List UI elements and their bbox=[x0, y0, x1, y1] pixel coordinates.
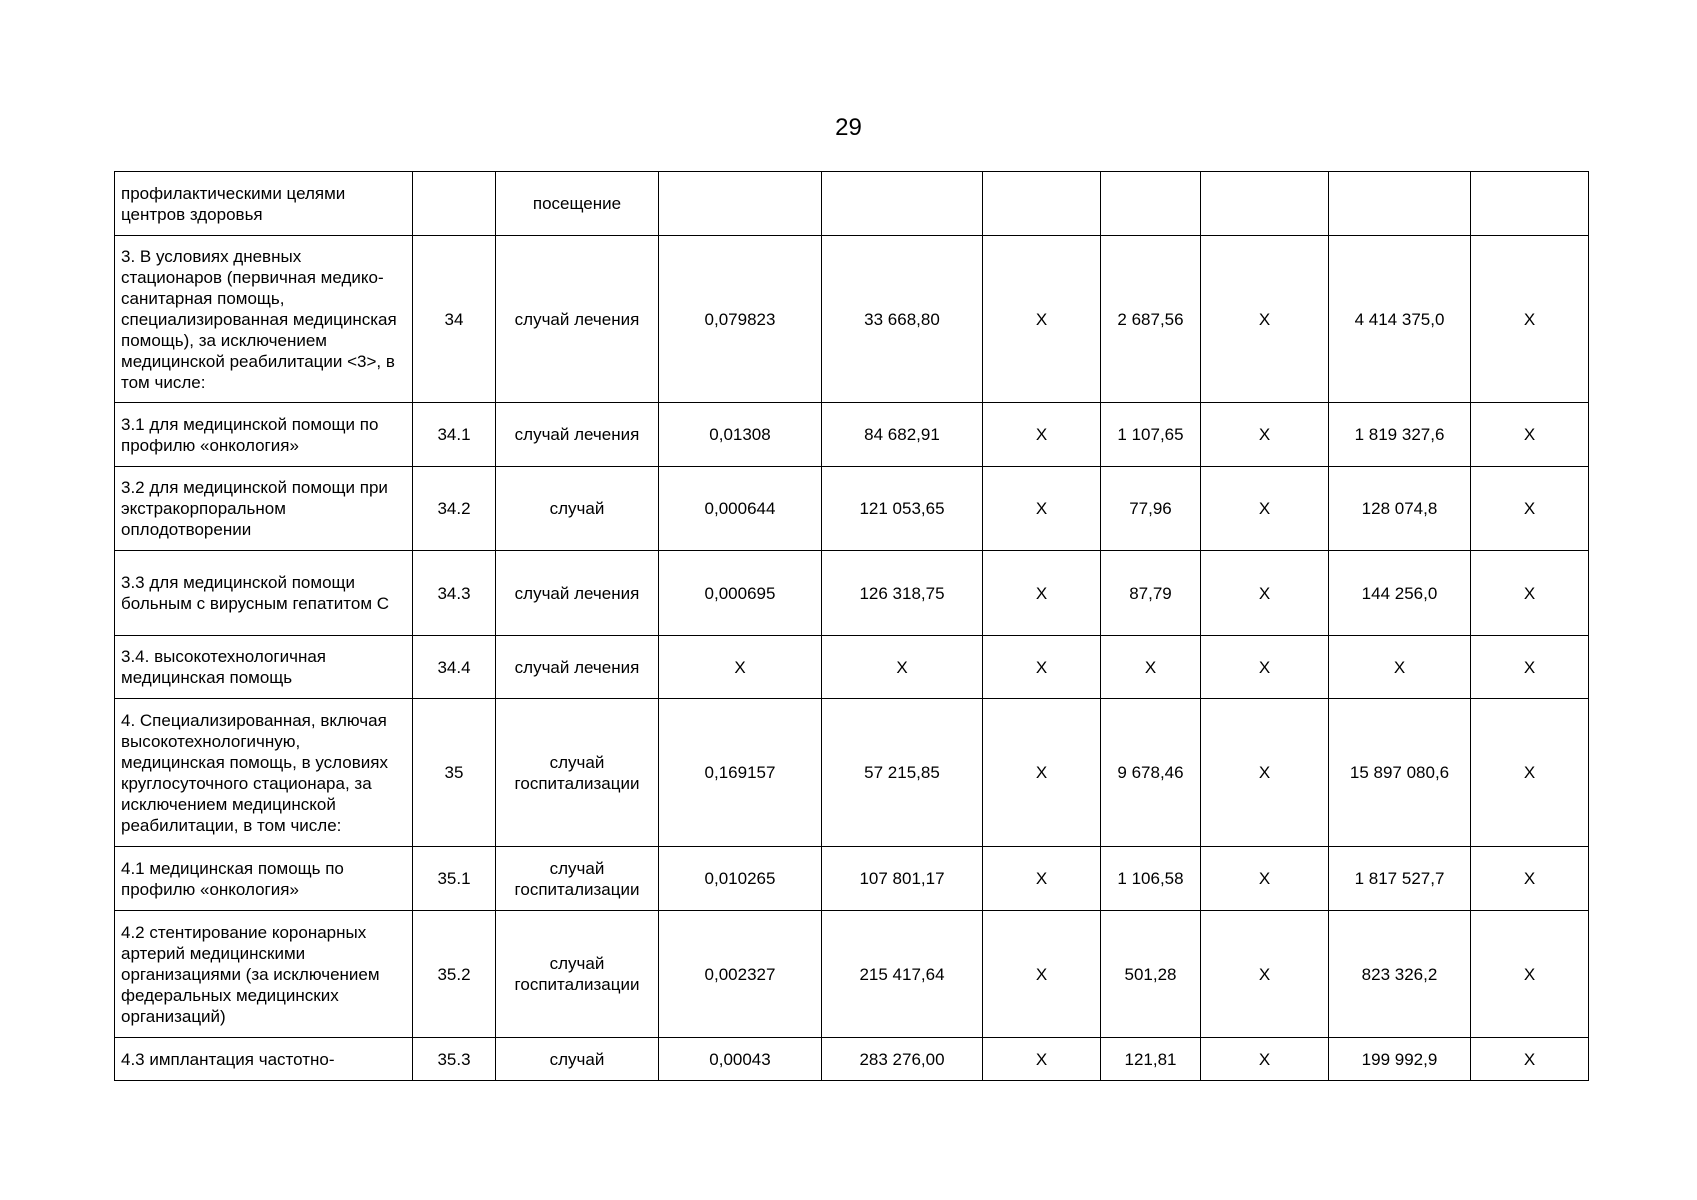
table-cell bbox=[1471, 172, 1589, 236]
table-row bbox=[115, 403, 1589, 467]
row-label: 4.3 имплантация частотно- bbox=[115, 1038, 413, 1081]
table-cell: X bbox=[1201, 699, 1329, 847]
table-cell: 0,010265 bbox=[659, 847, 822, 911]
table-cell: X bbox=[983, 403, 1101, 467]
table-cell: X bbox=[1471, 847, 1589, 911]
table-cell: X bbox=[1201, 236, 1329, 403]
table-cell: X bbox=[1471, 236, 1589, 403]
unit-cell: случай госпитализации bbox=[496, 911, 659, 1038]
row-label: 4.2 стентирование коронарных артерий медицинскими организациями (за исключением федеральных медицинских организаций) bbox=[115, 911, 413, 1038]
table-cell bbox=[822, 172, 983, 236]
table-cell: X bbox=[1201, 847, 1329, 911]
table-cell: 77,96 bbox=[1101, 467, 1201, 551]
table-row bbox=[115, 172, 1589, 236]
table-cell: 121 053,65 bbox=[822, 467, 983, 551]
table-cell: X bbox=[1201, 467, 1329, 551]
table-cell: 4 414 375,0 bbox=[1329, 236, 1471, 403]
table-cell: X bbox=[1471, 1038, 1589, 1081]
table-cell bbox=[659, 172, 822, 236]
table-cell: 9 678,46 bbox=[1101, 699, 1201, 847]
table-body bbox=[115, 172, 1589, 1081]
page-number: 29 bbox=[835, 114, 862, 141]
table-cell bbox=[1329, 172, 1471, 236]
table-cell: 1 819 327,6 bbox=[1329, 403, 1471, 467]
table-cell: X bbox=[983, 1038, 1101, 1081]
table-cell: 126 318,75 bbox=[822, 551, 983, 636]
table-cell: X bbox=[1471, 551, 1589, 636]
row-code: 34.2 bbox=[413, 467, 496, 551]
table-cell: 0,000644 bbox=[659, 467, 822, 551]
row-code: 34 bbox=[413, 236, 496, 403]
row-code: 35.2 bbox=[413, 911, 496, 1038]
table-cell: 107 801,17 bbox=[822, 847, 983, 911]
row-code: 35.3 bbox=[413, 1038, 496, 1081]
table-row bbox=[115, 236, 1589, 403]
table-cell: 1 817 527,7 bbox=[1329, 847, 1471, 911]
table-cell: 823 326,2 bbox=[1329, 911, 1471, 1038]
table-cell: 0,01308 bbox=[659, 403, 822, 467]
unit-cell: случай bbox=[496, 467, 659, 551]
table-cell: X bbox=[1471, 467, 1589, 551]
table-cell: X bbox=[1329, 636, 1471, 699]
table-cell: 0,169157 bbox=[659, 699, 822, 847]
unit-cell: случай госпитализации bbox=[496, 699, 659, 847]
row-label: 3. В условиях дневных стационаров (первичная медико-санитарная помощь, специализированная медицинская помощь), за исключением медицинской реабилитации <3>, в том числе: bbox=[115, 236, 413, 403]
table-cell: 2 687,56 bbox=[1101, 236, 1201, 403]
row-label: 3.1 для медицинской помощи по профилю «онкология» bbox=[115, 403, 413, 467]
table-row bbox=[115, 467, 1589, 551]
table-cell bbox=[1201, 172, 1329, 236]
table-cell: 0,00043 bbox=[659, 1038, 822, 1081]
table-cell: X bbox=[983, 847, 1101, 911]
table-cell: 199 992,9 bbox=[1329, 1038, 1471, 1081]
table-cell bbox=[1101, 172, 1201, 236]
table-cell: 0,002327 bbox=[659, 911, 822, 1038]
table-cell: 84 682,91 bbox=[822, 403, 983, 467]
row-code: 35 bbox=[413, 699, 496, 847]
table-cell: X bbox=[822, 636, 983, 699]
table-cell: 33 668,80 bbox=[822, 236, 983, 403]
table-cell: 144 256,0 bbox=[1329, 551, 1471, 636]
table-cell: X bbox=[983, 699, 1101, 847]
table-cell: X bbox=[1201, 551, 1329, 636]
table-cell: 215 417,64 bbox=[822, 911, 983, 1038]
table-cell: X bbox=[1201, 1038, 1329, 1081]
table-cell: 501,28 bbox=[1101, 911, 1201, 1038]
row-label: 3.3 для медицинской помощи больным с вирусным гепатитом С bbox=[115, 551, 413, 636]
table-cell: X bbox=[983, 911, 1101, 1038]
table-row bbox=[115, 1038, 1589, 1081]
table-cell: 0,079823 bbox=[659, 236, 822, 403]
row-code: 34.1 bbox=[413, 403, 496, 467]
row-label: 4.1 медицинская помощь по профилю «онкология» bbox=[115, 847, 413, 911]
row-code bbox=[413, 172, 496, 236]
table-cell: X bbox=[1471, 636, 1589, 699]
table-cell: X bbox=[1471, 911, 1589, 1038]
table-cell: X bbox=[983, 551, 1101, 636]
table-cell: 283 276,00 bbox=[822, 1038, 983, 1081]
unit-cell: случай лечения bbox=[496, 236, 659, 403]
table-cell: 0,000695 bbox=[659, 551, 822, 636]
row-code: 34.3 bbox=[413, 551, 496, 636]
data-table bbox=[114, 171, 1589, 1081]
unit-cell: случай лечения bbox=[496, 636, 659, 699]
table-cell: 1 107,65 bbox=[1101, 403, 1201, 467]
row-code: 34.4 bbox=[413, 636, 496, 699]
row-label: профилактическими целями центров здоровья bbox=[115, 172, 413, 236]
table-cell: X bbox=[1101, 636, 1201, 699]
table-cell: X bbox=[1201, 403, 1329, 467]
row-label: 3.2 для медицинской помощи при экстракорпоральном оплодотворении bbox=[115, 467, 413, 551]
table-row bbox=[115, 551, 1589, 636]
unit-cell: случай госпитализации bbox=[496, 847, 659, 911]
table-cell: 1 106,58 bbox=[1101, 847, 1201, 911]
table-cell: X bbox=[1471, 403, 1589, 467]
table-cell: X bbox=[983, 636, 1101, 699]
table-cell: X bbox=[659, 636, 822, 699]
table-row bbox=[115, 699, 1589, 847]
table-cell: 128 074,8 bbox=[1329, 467, 1471, 551]
table-cell: X bbox=[1201, 911, 1329, 1038]
table-cell: X bbox=[1201, 636, 1329, 699]
table-cell: X bbox=[1471, 699, 1589, 847]
table-cell: 121,81 bbox=[1101, 1038, 1201, 1081]
table-cell: 87,79 bbox=[1101, 551, 1201, 636]
unit-cell: посещение bbox=[496, 172, 659, 236]
row-label: 4. Специализированная, включая высокотехнологичную, медицинская помощь, в условиях круглосуточного стационара, за исключением медицинской реабилитации, в том числе: bbox=[115, 699, 413, 847]
unit-cell: случай лечения bbox=[496, 403, 659, 467]
table-cell: 57 215,85 bbox=[822, 699, 983, 847]
table-cell: X bbox=[983, 236, 1101, 403]
table-cell: X bbox=[983, 467, 1101, 551]
row-label: 3.4. высокотехнологичная медицинская помощь bbox=[115, 636, 413, 699]
unit-cell: случай bbox=[496, 1038, 659, 1081]
table-row bbox=[115, 911, 1589, 1038]
unit-cell: случай лечения bbox=[496, 551, 659, 636]
table-cell bbox=[983, 172, 1101, 236]
table-row bbox=[115, 636, 1589, 699]
row-code: 35.1 bbox=[413, 847, 496, 911]
table-row bbox=[115, 847, 1589, 911]
table-cell: 15 897 080,6 bbox=[1329, 699, 1471, 847]
